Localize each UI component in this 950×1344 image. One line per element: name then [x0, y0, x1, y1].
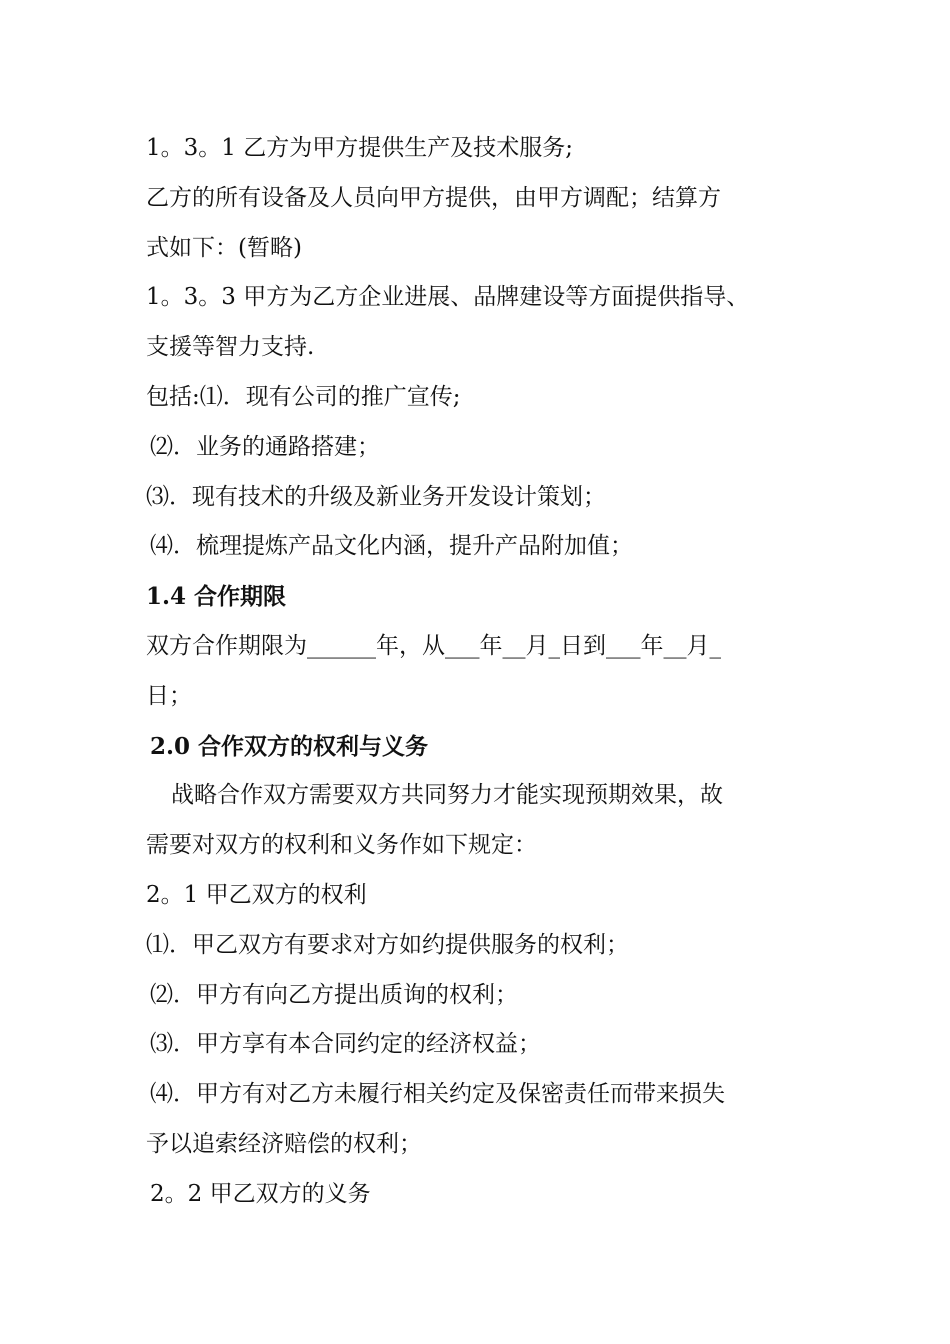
- paragraph-line: 需要对双方的权利和义务作如下规定：: [146, 832, 537, 859]
- list-item: ⑴．甲乙双方有要求对方如约提供服务的权利；: [146, 931, 629, 958]
- paragraph-line: 支援等智力支持.: [146, 334, 315, 361]
- paragraph-line: 战略合作双方需要双方共同努力才能实现预期效果，故: [171, 782, 723, 809]
- clause-1-3-3: 1。3。3 甲方为乙方企业进展、品牌建设等方面提供指导、: [146, 284, 750, 311]
- document-body: [146, 124, 816, 1220]
- list-item: ⑷．甲方有对乙方未履行相关约定及保密责任而带来损失: [150, 1081, 725, 1108]
- list-item: 包括:⑴．现有公司的推广宣传;: [146, 383, 461, 410]
- section-heading: 2.0 合作双方的权利与义务: [150, 732, 429, 760]
- paragraph-line: 日；: [146, 682, 192, 709]
- subsection-heading: 2。2 甲乙双方的义务: [150, 1180, 371, 1207]
- list-item: ⑵．甲方有向乙方提出质询的权利；: [150, 981, 518, 1008]
- subsection-heading: 2。1 甲乙双方的权利: [146, 881, 367, 908]
- paragraph-line: 式如下：(暂略): [146, 234, 302, 261]
- list-item: ⑵．业务的通路搭建；: [150, 433, 380, 460]
- section-heading: 1.4 合作期限: [146, 583, 287, 611]
- paragraph-line: 乙方的所有设备及人员向甲方提供，由甲方调配；结算方: [146, 184, 721, 211]
- paragraph-line: 双方合作期限为______年，从___年__月_日到___年__月_: [146, 632, 721, 659]
- list-item: ⑶．甲方享有本合同约定的经济权益；: [150, 1031, 541, 1058]
- paragraph-line: 予以追索经济赔偿的权利；: [146, 1130, 422, 1157]
- list-item: ⑷．梳理提炼产品文化内涵，提升产品附加值；: [150, 533, 633, 560]
- list-item: ⑶．现有技术的升级及新业务开发设计策划；: [146, 483, 606, 510]
- clause-1-3-1: 1。3。1 乙方为甲方提供生产及技术服务;: [146, 135, 573, 161]
